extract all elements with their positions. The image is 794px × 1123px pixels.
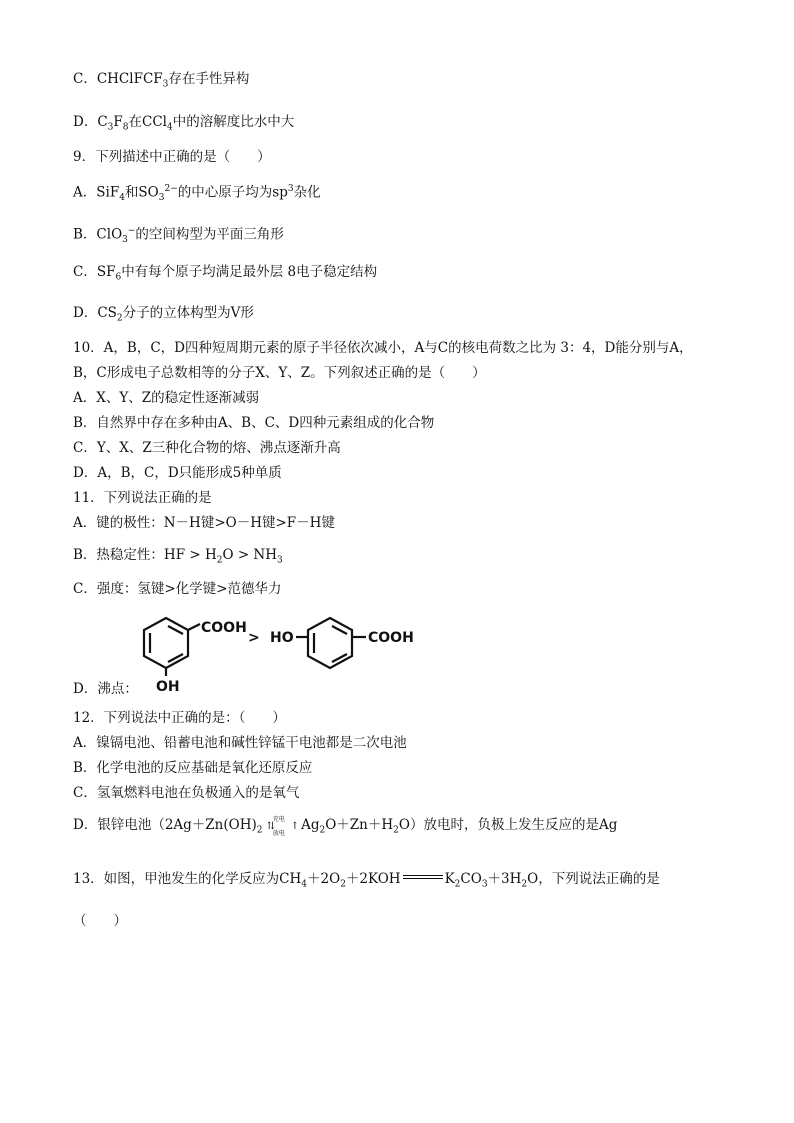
line-option-c-chclfcf3: C．CHClFCF$_3$存在手性异构 xyxy=(73,71,250,90)
question-9-option-b: B．ClO$_3$−的空间构型为平面三角形 xyxy=(73,226,284,246)
question-9: 9．下列描述中正确的是（ ） xyxy=(73,149,271,165)
question-9-option-c: C．$SF_6$中有每个原子均满足最外层 8电子稳定结构 xyxy=(73,264,378,283)
question-11-option-b: B．热稳定性：HF > $H_2O > NH_3$ xyxy=(73,547,283,566)
question-9-option-a: A．SiF$_4$和$SO_3^{2-}$的中心原子均为$sp^3$杂化 xyxy=(73,184,321,204)
question-10-option-d: D．A，B，C，D只能形成5种单质 xyxy=(73,465,282,481)
question-10-option-c: C．Y、X、Z三种化合物的熔、沸点逐渐升高 xyxy=(73,440,341,456)
question-13-paren: （ ） xyxy=(73,913,127,929)
question-11-option-a: A．键的极性：N－H键>O－H键>F－H键 xyxy=(73,515,335,531)
question-10-option-a: A．X、Y、Z的稳定性逐渐减弱 xyxy=(73,390,260,406)
question-10: 10．A，B，C，D四种短周期元素的原子半径依次减小，A与C的核电荷数之比为 3：4，D能分别与A， xyxy=(73,340,693,356)
question-12-option-d: D．银锌电池（$2Ag+Zn(OH)_2$ ⇅ 充电 放电 ↑ $Ag_2O+Zn+H_2O$）放电时，负极上发生反应的是Ag xyxy=(73,816,618,837)
question-11: 11．下列说法正确的是 xyxy=(73,490,212,506)
boiling-point-structures xyxy=(140,612,440,694)
question-12-option-c: C．氢氧燃料电池在负极通入的是氧气 xyxy=(73,785,300,801)
question-12: 12．下列说法中正确的是：（ ） xyxy=(73,710,286,726)
question-12-option-b: B．化学电池的反应基础是氧化还原反应 xyxy=(73,760,313,776)
ho-label: HO xyxy=(270,630,294,646)
question-11-option-c: C．强度：氢键>化学键>范德华力 xyxy=(73,581,282,597)
reversible-arrow-icon: ⇅ 充电 放电 ↑ xyxy=(266,816,300,837)
question-10-cont: B，C形成电子总数相等的分子X、Y、Z。下列叙述正确的是（ ） xyxy=(73,365,486,381)
equals-sign-icon xyxy=(403,875,443,879)
question-12-option-a: A．镍镉电池、铅蓄电池和碱性锌锰干电池都是二次电池 xyxy=(73,735,407,751)
question-11-option-d: D．沸点： xyxy=(73,681,138,697)
question-9-option-d: D．$CS_2$分子的立体构型为V形 xyxy=(73,305,254,324)
line-option-d-c3f8: D．$C_3F_8$在CCl$_4$中的溶解度比水中大 xyxy=(73,114,295,133)
oh-label: OH xyxy=(156,679,180,694)
cooh-right-label: COOH xyxy=(368,630,414,646)
question-13: 13．如图，甲池发生的化学反应为$CH_4+2O_2+2KOH$ $K_2CO_3+3H_2O$，下列说法正确的是 xyxy=(73,871,660,890)
question-10-option-b: B．自然界中存在多种由A、B、C、D四种元素组成的化合物 xyxy=(73,415,435,431)
cooh-left-label: COOH xyxy=(201,620,247,636)
greater-than-label: > xyxy=(248,630,260,646)
